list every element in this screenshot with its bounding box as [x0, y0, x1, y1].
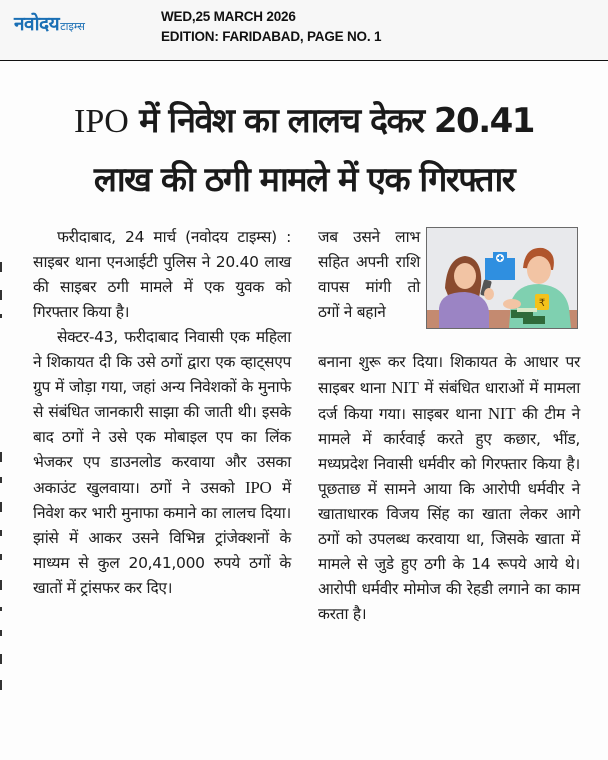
article-right-column-bottom	[318, 350, 580, 627]
article-paragraph-2: सेक्टर-43, फरीदाबाद निवासी एक महिला ने शिकायत दी कि उसे ठगों द्वारा एक व्हाट्सएप ग्रुप में जोड़ा गया, जहां अन्य निवेशकों के मुनाफे से संबंधित जानकारी साझा की जाती थी। इसके बाद ठगों ने उसे एक मोबाइल एप का लिंक भेजकर एप डाउनलोड करवाया और उसका अकाउंट खुलवाया। ठगों ने उसको IPO में निवेश कर भारी मुनाफा कमाने का लालच दिया। झांसे में आकर उसने विभिन्न ट्रांजेक्शनों के माध्यम से कुल 20,41,000 रुपये ठगों के खातों में ट्रांसफर कर दिए।	[33, 328, 291, 597]
article-left-column	[33, 225, 291, 601]
article-right-column-top	[318, 225, 420, 325]
illustration-woman-man-money-icon	[427, 228, 577, 328]
logo-sub-text: टाइम्स	[60, 20, 85, 33]
edition-page: EDITION: FARIDABAD, PAGE NO. 1	[161, 29, 382, 44]
article-right-bottom-text: बनाना शुरू कर दिया। शिकायत के आधार पर साइबर थाना NIT में संबंधित धाराओं में मामला दर्ज किया गया। साइबर थाना NIT की टीम ने मामले में कार्रवाई करते हुए कछार, भींड, मध्यप्रदेश निवासी धर्मवीर को गिरफ्तार किया है। पूछताछ में सामने आया कि आरोपी धर्मवीर ने खाताधारक विजय सिंह का खाता लेकर आगे ठगों को उपलब्ध करवाया था, जिसके खाता में मामले से जुडे हुए ठगी के 14 रूपये आये थे। आरोपी धर्मवीर मोमोज की रेहडी लगाने का काम करता है।	[318, 353, 580, 623]
logo-main-text: नवोदय	[14, 13, 60, 35]
newspaper-header	[0, 0, 608, 61]
svg-text:₹: ₹	[538, 298, 546, 309]
article-illustration[interactable]	[426, 227, 578, 329]
headline-line-1	[0, 92, 608, 151]
article-right-top-text: जब उसने लाभ सहित अपनी राशि वापस मांगी तो ठगों ने बहाने	[318, 228, 420, 321]
adjacent-column-edge	[0, 262, 4, 702]
newspaper-logo[interactable]	[14, 10, 85, 36]
article-headline	[0, 92, 608, 209]
headline-line-1-text: में निवेश का लालच देकर 20.41	[128, 101, 534, 141]
headline-ipo: IPO	[74, 103, 129, 140]
edition-date: WED,25 MARCH 2026	[161, 9, 296, 24]
article-paragraph-1: फरीदाबाद, 24 मार्च (नवोदय टाइम्स) : साइबर थाना एनआईटी पुलिस ने 20.40 लाख की साइबर ठगी मामले में एक युवक को गिरफ्तार किया है।	[33, 228, 291, 321]
nit-inline-1: NIT	[391, 378, 419, 397]
nit-inline-2: NIT	[487, 404, 516, 423]
ipo-inline: IPO	[245, 478, 272, 497]
edition-info	[161, 7, 381, 47]
headline-line-2: लाख की ठगी मामले में एक गिरफ्तार	[93, 160, 515, 200]
